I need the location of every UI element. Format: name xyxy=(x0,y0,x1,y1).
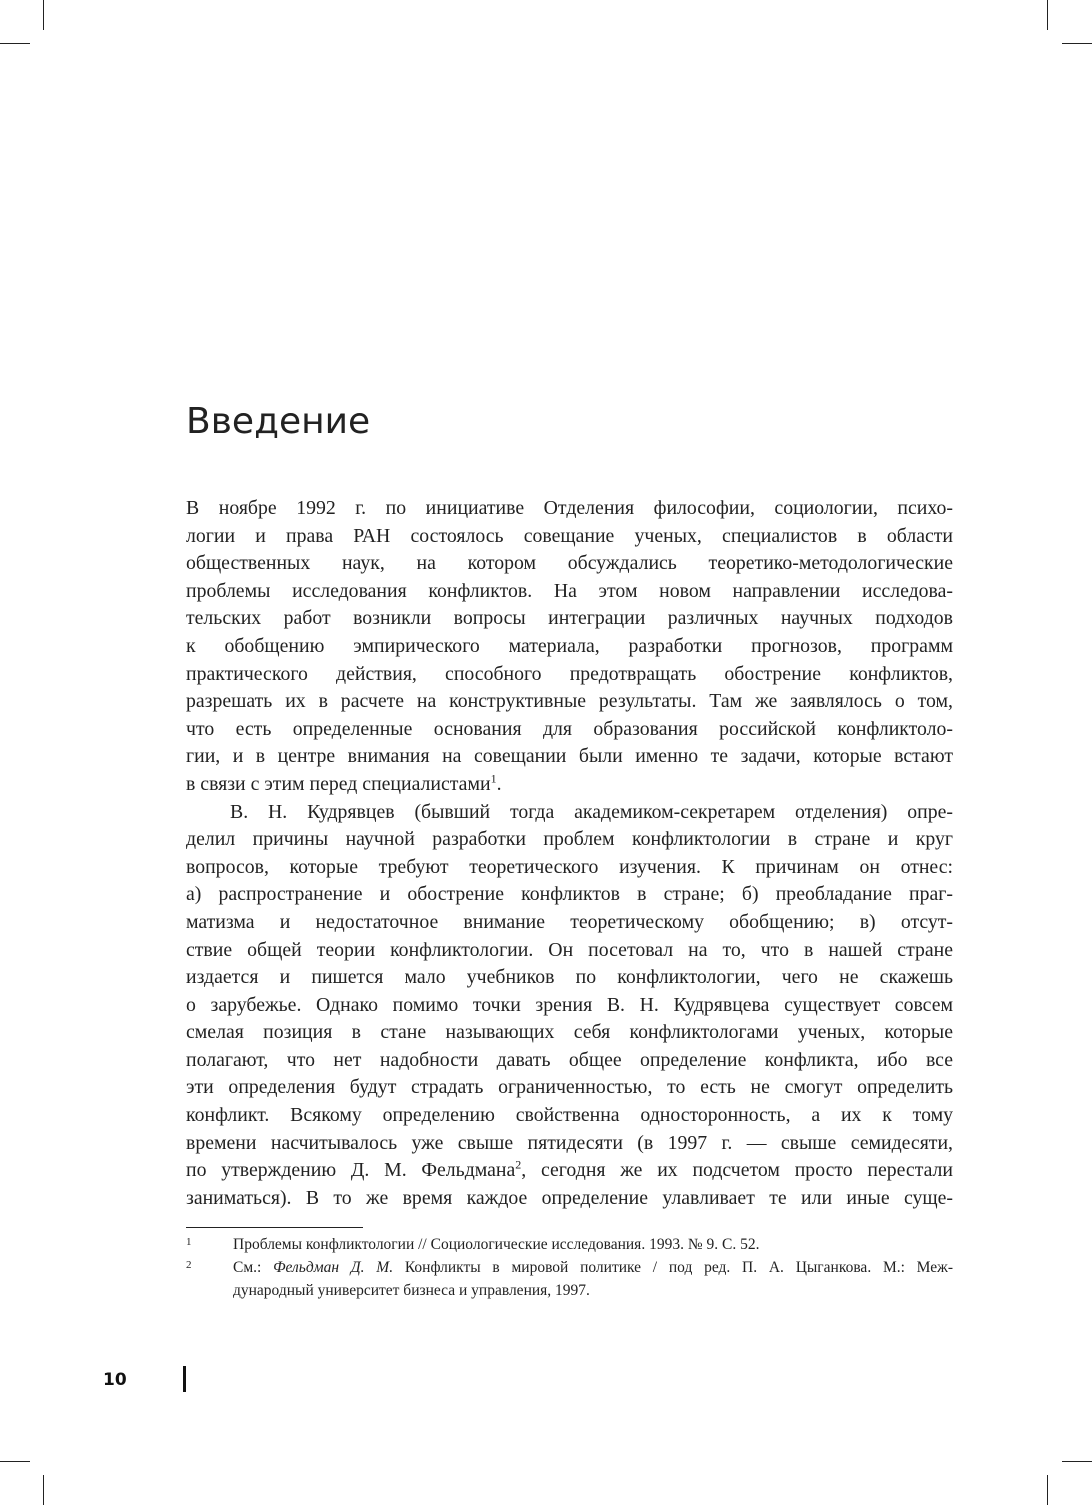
text-line: конфликт. Всякому определению свойственна односторонность, а их к тому xyxy=(186,1104,953,1127)
crop-mark-top-left-h xyxy=(0,43,30,44)
footnote-2 xyxy=(186,1256,953,1302)
footnote-ref-1[interactable]: 1 xyxy=(490,771,497,786)
crop-mark-bottom-left-h xyxy=(0,1461,30,1462)
text-line: практического действия, способного предотвращать обострение конфликтов, xyxy=(186,662,953,685)
crop-mark-bottom-right-h xyxy=(1062,1461,1092,1462)
text-line: эти определения будут страдать ограниченностью, то есть не смогут определить xyxy=(186,1076,953,1099)
crop-mark-top-left-v xyxy=(43,0,44,30)
page-number-bar xyxy=(183,1366,186,1392)
crop-mark-top-right-h xyxy=(1062,43,1092,44)
text-line: матизма и недостаточное внимание теоретическому обобщению; в) отсут- xyxy=(186,910,953,933)
text-line: вопросов, которые требуют теоретического изучения. К причинам он отнес: xyxy=(186,855,953,878)
footnote-line: дународный университет бизнеса и управления, 1997. xyxy=(233,1282,590,1299)
text-line: заниматься). В то же время каждое определение улавливает те или иные суще- xyxy=(186,1186,953,1209)
chapter-title: Введение xyxy=(186,401,371,442)
text-line: о зарубежье. Однако помимо точки зрения В. Н. Кудрявцева существует совсем xyxy=(186,993,953,1016)
text-fragment: в связи с этим перед специалистами xyxy=(186,772,491,795)
text-line: тельских работ возникли вопросы интеграции различных научных подходов xyxy=(186,607,953,630)
crop-mark-bottom-left-v xyxy=(43,1475,44,1505)
text-line: ствие общей теории конфликтологии. Он посетовал на то, что в нашей стране xyxy=(186,938,953,961)
text-line: к обобщению эмпирического материала, разработки прогнозов, программ xyxy=(186,634,953,657)
footnote-separator xyxy=(186,1227,363,1228)
text-fragment: , сегодня же их подсчетом просто перестали xyxy=(521,1159,954,1182)
footnote-author: Фельдман Д. М. xyxy=(273,1259,394,1276)
text-line: логии и права РАН состоялось совещание ученых, специалистов в области xyxy=(186,524,953,547)
crop-mark-top-right-v xyxy=(1047,0,1048,30)
text-line: а) распространение и обострение конфликтов в стране; б) преобладание праг- xyxy=(186,883,953,906)
crop-mark-bottom-right-v xyxy=(1047,1475,1048,1505)
text-line xyxy=(186,771,953,799)
text-fragment: В. Н. Кудрявцев (бывший тогда академиком-секретарем отделения) опре- xyxy=(230,800,953,823)
text-line: разрешать их в расчете на конструктивные результаты. Там же заявлялось о том, xyxy=(186,690,953,713)
text-line: полагают, что нет надобности давать общее определение конфликта, ибо все xyxy=(186,1048,953,1071)
text-fragment: Конфликты в мировой политике / под ред. П. А. Цыганкова. М.: Меж- xyxy=(393,1259,953,1276)
text-line: что есть определенные основания для образования российской конфликтоло- xyxy=(186,717,953,740)
text-line: делил причины научной разработки проблем конфликтологии в стране и круг xyxy=(186,828,953,851)
text-fragment: См.: xyxy=(233,1259,274,1276)
footnote-1 xyxy=(186,1233,953,1256)
paragraph-2 xyxy=(186,799,953,1213)
footnote-text xyxy=(233,1256,953,1302)
text-line xyxy=(186,1157,953,1185)
footnote-number: 2 xyxy=(186,1259,192,1271)
text-line: общественных наук, на котором обсуждались теоретико-методологические xyxy=(186,552,953,575)
footnotes xyxy=(186,1233,953,1302)
text-line: смелая позиция в стане называющих себя конфликтологами ученых, которые xyxy=(186,1021,953,1044)
text-line: В ноябре 1992 г. по инициативе Отделения философии, социологии, психо- xyxy=(186,497,953,519)
page-number: 10 xyxy=(103,1370,127,1390)
footnote-ref-2[interactable]: 2 xyxy=(515,1157,522,1172)
text-line: проблемы исследования конфликтов. На этом новом направлении исследова- xyxy=(186,579,953,602)
text-line xyxy=(186,799,953,827)
footnote-line: Проблемы конфликтологии // Социологические исследования. 1993. № 9. С. 52. xyxy=(233,1236,760,1253)
text-line: гии, и в центре внимания на совещании были именно те задачи, которые встают xyxy=(186,745,953,768)
text-fragment: . xyxy=(496,772,502,795)
footnote-line xyxy=(233,1256,953,1279)
text-fragment: по утверждению Д. М. Фельдмана xyxy=(186,1159,516,1182)
body-text xyxy=(186,495,953,1212)
footnote-number: 1 xyxy=(186,1236,192,1248)
paragraph-1 xyxy=(186,495,953,799)
text-line: времени насчитывалось уже свыше пятидесяти (в 1997 г. — свыше семидесяти, xyxy=(186,1131,953,1154)
text-line: издается и пишется мало учебников по конфликтологии, чего не скажешь xyxy=(186,966,953,989)
footnote-text xyxy=(233,1233,953,1256)
